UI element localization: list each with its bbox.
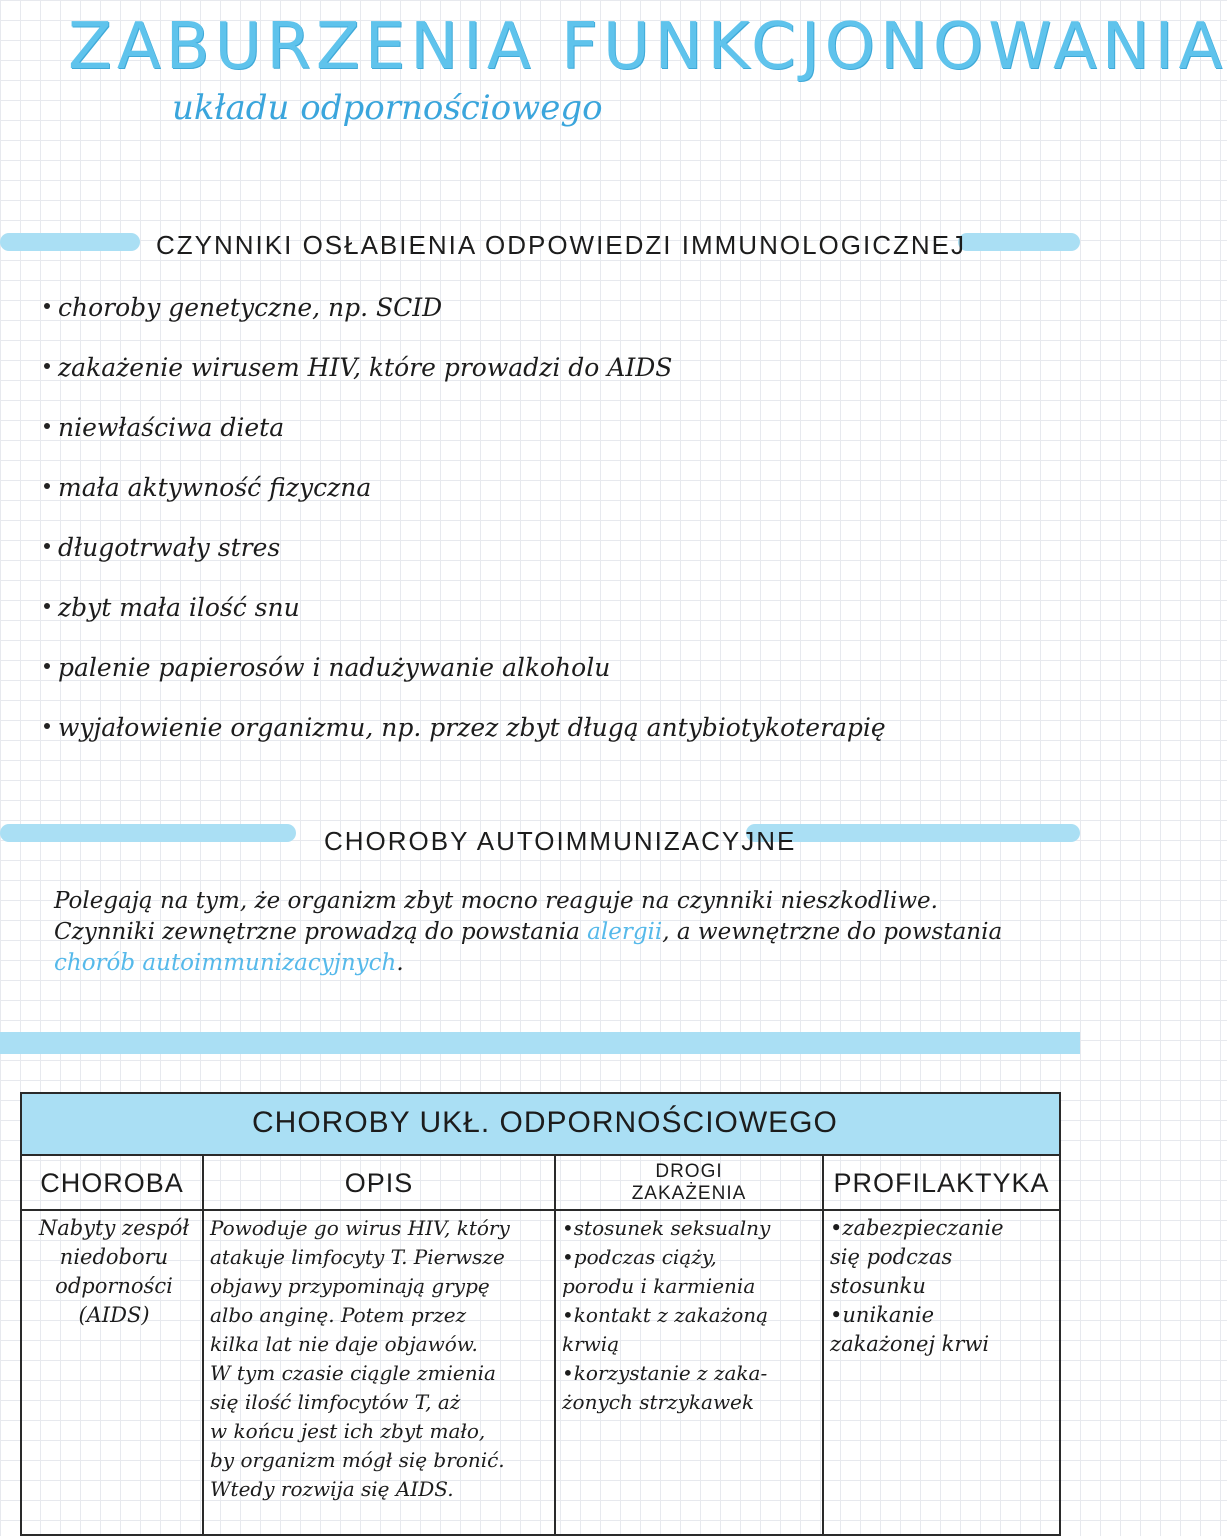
section-band-right bbox=[958, 233, 1080, 251]
factors-list bbox=[44, 286, 886, 766]
cell-drogi: •stosunek seksualny •podczas ciąży, porodu i karmienia •kontakt z zakażoną krwią •korzystanie z zaka- żonych strzykawek bbox=[562, 1216, 771, 1414]
section-divider-band bbox=[0, 1032, 1080, 1054]
cell-profilaktyka: •zabezpieczanie się podczas stosunku •unikanie zakażonej krwi bbox=[830, 1216, 1004, 1356]
header-drogi: DROGI ZAKAŻENIA bbox=[631, 1161, 747, 1204]
cell-opis: Powoduje go wirus HIV, który atakuje limfocyty T. Pierwsze objawy przypominają grypę albo anginę. Potem przez kilka lat nie daje objawów. W tym czasie ciągle zmienia się ilość limfocytów T, aż w końcu jest ich zbyt mało, by organizm mógł się bronić. Wtedy rozwija się AIDS. bbox=[210, 1216, 510, 1501]
list-item: wyjałowienie organizmu, np. przez zbyt długą antybiotykoterapię bbox=[44, 706, 886, 766]
column-divider bbox=[822, 1154, 824, 1534]
autoimmune-heading: CHOROBY AUTOIMMUNIZACYJNE bbox=[324, 826, 797, 856]
list-item: choroby genetyczne, np. SCID bbox=[44, 286, 886, 346]
column-divider bbox=[554, 1154, 556, 1534]
list-item: niewłaściwa dieta bbox=[44, 406, 886, 466]
table-title: CHOROBY UKŁ. ODPORNOŚCIOWEGO bbox=[252, 1106, 838, 1139]
autoimmune-description: Polegają na tym, że organizm zbyt mocno reaguje na czynniki nieszkodliwe. Czynniki zewnętrzne prowadzą do powstania alergii, a wewnętrzne do powstania chorób autoimmunizacyjnych. bbox=[54, 888, 1003, 976]
page-subtitle: układu odpornościowego bbox=[172, 88, 603, 128]
cell-choroba: Nabyty zespół niedoboru odporności (AIDS) bbox=[38, 1216, 190, 1327]
section-band-left bbox=[0, 233, 140, 251]
page-title: ZABURZENIA FUNKCJONOWANIA bbox=[68, 10, 1227, 84]
list-item: mała aktywność fizyczna bbox=[44, 466, 886, 526]
section-band-left bbox=[0, 824, 296, 842]
table-title-bar bbox=[22, 1094, 1059, 1156]
list-item: zbyt mała ilość snu bbox=[44, 586, 886, 646]
header-divider bbox=[22, 1209, 1059, 1211]
header-profilaktyka: PROFILAKTYKA bbox=[833, 1167, 1050, 1198]
list-item: długotrwały stres bbox=[44, 526, 886, 586]
diseases-table bbox=[20, 1092, 1061, 1536]
header-choroba: CHOROBA bbox=[40, 1167, 184, 1198]
header-opis: OPIS bbox=[344, 1167, 414, 1198]
factors-heading: CZYNNIKI OSŁABIENIA ODPOWIEDZI IMMUNOLOGICZNEJ bbox=[156, 230, 966, 260]
column-divider bbox=[202, 1154, 204, 1534]
list-item: zakażenie wirusem HIV, które prowadzi do AIDS bbox=[44, 346, 886, 406]
highlight-allergy: alergii bbox=[587, 919, 663, 945]
list-item: palenie papierosów i nadużywanie alkoholu bbox=[44, 646, 886, 706]
highlight-autoimmune: chorób autoimmunizacyjnych bbox=[54, 950, 397, 976]
